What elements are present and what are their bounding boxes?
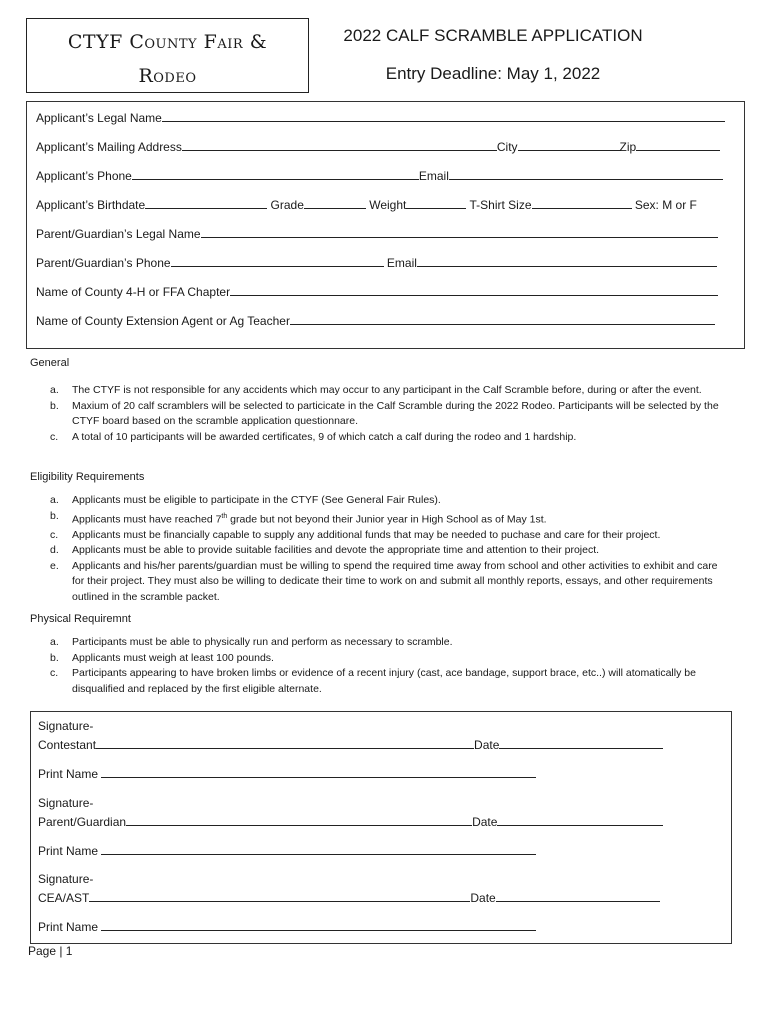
county-club-row (36, 285, 718, 299)
general-list (50, 383, 730, 445)
cea-date-label: Date (470, 891, 496, 905)
contestant-date-label: Date (474, 738, 500, 752)
guardian-phone-label: Parent/Guardian’s Phone (36, 256, 171, 270)
list-letter: a. (50, 636, 59, 648)
legal-name-label: Applicant’s Legal Name (36, 111, 162, 125)
guardian-label: Parent/Guardian (38, 815, 127, 829)
legal-name-row (36, 111, 725, 125)
general-heading: General (30, 357, 70, 369)
org-title-box (26, 18, 309, 93)
grade-label: Grade (270, 198, 304, 212)
list-item (50, 430, 730, 446)
phone-email-row (36, 169, 723, 183)
birthdate-field[interactable] (145, 198, 267, 209)
list-text: Applicants must be financially capable to supply any additional funds that may be needed to puchase and care for their project. (72, 528, 661, 541)
eligibility-heading: Eligibility Requirements (30, 471, 145, 483)
page-number: Page | 1 (28, 944, 73, 958)
applicant-info-box (26, 101, 745, 349)
weight-label: Weight (369, 198, 407, 212)
application-title: 2022 CALF SCRAMBLE APPLICATION (343, 26, 643, 45)
list-item (50, 666, 730, 697)
print-name-label: Print Name (38, 767, 99, 781)
guardian-print-field[interactable] (101, 844, 536, 855)
email-label: Email (418, 169, 449, 183)
org-title-line2: Rodeo (138, 65, 197, 87)
list-letter: c. (50, 667, 59, 679)
list-letter: b. (50, 399, 59, 412)
list-text-pre: Applicants must have reached 7 (72, 513, 222, 525)
contestant-signature-row (38, 738, 663, 752)
list-item (50, 635, 730, 651)
org-title-line1: CTYF County Fair & (67, 31, 268, 53)
application-header (318, 22, 668, 88)
list-letter: a. (50, 494, 59, 506)
birthdate-row (36, 198, 697, 212)
list-item (50, 651, 730, 667)
contestant-print-field[interactable] (101, 767, 536, 778)
county-club-field[interactable] (230, 285, 718, 296)
city-label: City (496, 140, 518, 154)
contestant-signature-field[interactable] (96, 738, 474, 749)
zip-label: Zip (619, 140, 637, 154)
signature-box (30, 711, 732, 944)
email-field[interactable] (449, 169, 723, 180)
guardian-name-row (36, 227, 718, 241)
agent-label: Name of County Extension Agent or Ag Teacher (36, 314, 290, 328)
list-letter: b. (50, 509, 59, 522)
print-name-label: Print Name (38, 920, 99, 934)
list-text (72, 509, 730, 528)
guardian-signature-label: Signature- (38, 796, 94, 810)
agent-field[interactable] (290, 314, 715, 325)
list-letter: b. (50, 651, 59, 664)
list-text: Maxium of 20 calf scramblers will be selected to particicate in the Calf Scramble during the 2022 Rodeo. Participants will be selected by the CTYF board based on the scramble application questionnare. (72, 399, 719, 427)
contestant-label: Contestant (38, 738, 97, 752)
guardian-date-label: Date (472, 815, 498, 829)
superscript: th (221, 512, 228, 520)
cea-label: CEA/AST (38, 891, 90, 905)
list-text: Applicants must weigh at least 100 pounds. (72, 651, 274, 664)
mailing-address-label: Applicant’s Mailing Address (36, 140, 182, 154)
entry-deadline: Entry Deadline: May 1, 2022 (385, 64, 601, 83)
guardian-signature-row (38, 815, 663, 829)
legal-name-field[interactable] (162, 111, 725, 122)
guardian-name-label: Parent/Guardian’s Legal Name (36, 227, 201, 241)
mailing-address-field[interactable] (182, 140, 497, 151)
list-letter: c. (50, 528, 59, 541)
contestant-print-row (38, 767, 536, 781)
agent-row (36, 314, 715, 328)
list-text: Applicants must be eligible to participate in the CTYF (See General Fair Rules). (72, 494, 441, 506)
cea-signature-field[interactable] (89, 891, 470, 902)
guardian-date-field[interactable] (497, 815, 663, 826)
list-text: Applicants and his/her parents/guardian must be willing to spend the required time away from school and other activities to exhibit and care for their project. They must also be willing to dedicate their time to work on and submit all monthly reports, essays, and other requirements outlined in the scramble packet. (72, 559, 718, 603)
list-text-post: grade but not beyond their Junior year in High School as of May 1st. (227, 513, 547, 525)
sex-label: Sex: M or F (634, 198, 697, 212)
birthdate-label: Applicant’s Birthdate (36, 198, 146, 212)
cea-print-row (38, 920, 536, 934)
list-item (50, 528, 730, 544)
guardian-name-field[interactable] (201, 227, 718, 238)
phone-field[interactable] (132, 169, 419, 180)
zip-field[interactable] (636, 140, 720, 151)
city-field[interactable] (518, 140, 620, 151)
list-letter: d. (50, 544, 59, 556)
cea-signature-label: Signature- (38, 872, 94, 886)
tshirt-label: T-Shirt Size (469, 198, 532, 212)
guardian-email-label: Email (386, 256, 417, 270)
list-letter: a. (50, 384, 59, 396)
contestant-date-field[interactable] (499, 738, 663, 749)
guardian-signature-field[interactable] (126, 815, 472, 826)
grade-field[interactable] (304, 198, 366, 209)
physical-list (50, 635, 730, 697)
list-letter: c. (50, 430, 59, 443)
guardian-print-row (38, 844, 536, 858)
list-letter: e. (50, 559, 59, 572)
phone-label: Applicant’s Phone (36, 169, 132, 183)
contestant-signature-label: Signature- (38, 719, 94, 733)
print-name-label: Print Name (38, 844, 99, 858)
list-item (50, 559, 730, 606)
list-text: Participants appearing to have broken limbs or evidence of a recent injury (cast, ace bandage, support brace, etc..) will atomatically be disqualified and replaced by the first eligible alternate. (72, 667, 696, 695)
eligibility-list (50, 493, 730, 605)
list-text: Applicants must be able to provide suitable facilities and devote the appropriate time and attention to their project. (72, 544, 600, 556)
list-item (50, 493, 730, 509)
physical-heading: Physical Requiremnt (30, 613, 131, 625)
list-text: The CTYF is not responsible for any accidents which may occur to any participant in the Calf Scramble before, during or after the event. (72, 384, 702, 396)
list-item (50, 399, 730, 430)
guardian-phone-row (36, 256, 717, 270)
cea-print-field[interactable] (101, 920, 536, 931)
guardian-email-field[interactable] (417, 256, 717, 267)
weight-field[interactable] (406, 198, 466, 209)
list-text: Participants must be able to physically run and perform as necessary to scramble. (72, 636, 453, 648)
guardian-phone-field[interactable] (171, 256, 384, 267)
cea-date-field[interactable] (496, 891, 660, 902)
list-item (50, 383, 730, 399)
list-item (50, 543, 730, 559)
list-text: A total of 10 participants will be awarded certificates, 9 of which catch a calf during the rodeo and 1 hardship. (72, 430, 577, 443)
tshirt-field[interactable] (532, 198, 632, 209)
county-club-label: Name of County 4-H or FFA Chapter (36, 285, 231, 299)
mailing-address-row (36, 140, 720, 154)
cea-signature-row (38, 891, 660, 905)
list-item (50, 509, 730, 528)
